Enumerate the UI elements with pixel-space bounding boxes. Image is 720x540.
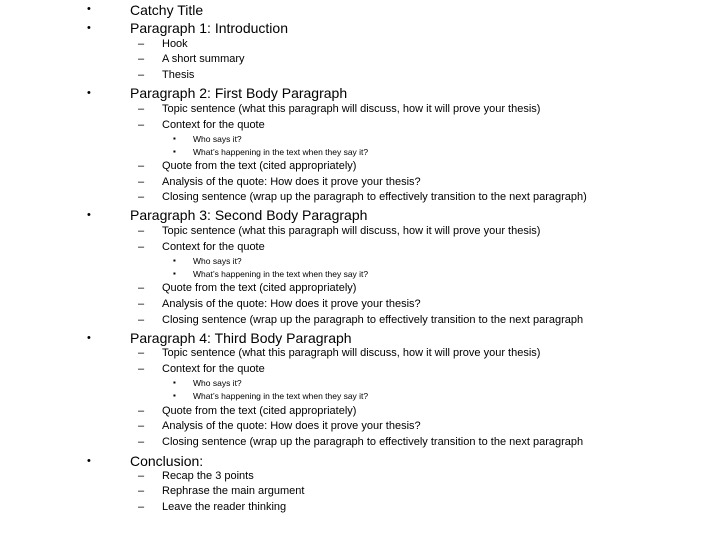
- p1-hook: Hook: [162, 38, 188, 50]
- p3-context: Context for the quote: [162, 241, 265, 253]
- p2-context: Context for the quote: [162, 119, 265, 131]
- p3-analysis: Analysis of the quote: How does it prove your thesis?: [162, 298, 421, 310]
- p1-thesis: Thesis: [162, 69, 195, 81]
- dash-marker: –: [138, 119, 145, 131]
- p4-who: Who says it?: [193, 378, 242, 388]
- dash-marker: –: [138, 176, 145, 188]
- dash-marker: –: [138, 347, 145, 359]
- bullet-marker: •: [87, 332, 91, 344]
- conclusion-leave: Leave the reader thinking: [162, 501, 287, 513]
- dash-marker: –: [138, 363, 145, 375]
- dash-marker: –: [138, 69, 145, 81]
- p3-topic: Topic sentence (what this paragraph will discuss, how it will prove your thesis): [162, 225, 541, 237]
- dash-marker: –: [138, 282, 145, 294]
- dash-marker: –: [138, 485, 145, 497]
- p2-what: What’s happening in the text when they say it?: [193, 147, 369, 157]
- bullet-marker: •: [87, 87, 91, 99]
- dash-marker: –: [138, 103, 145, 115]
- p2-heading: Paragraph 2: First Body Paragraph: [130, 85, 348, 101]
- dash-marker: –: [138, 420, 145, 432]
- square-marker: ▪: [173, 147, 176, 156]
- dash-marker: –: [138, 405, 145, 417]
- bullet-marker: •: [87, 209, 91, 221]
- square-marker: ▪: [173, 256, 176, 265]
- p2-who: Who says it?: [193, 134, 242, 144]
- dash-marker: –: [138, 298, 145, 310]
- outline-title-item: Catchy Title: [130, 2, 204, 18]
- p1-summary: A short summary: [162, 53, 245, 65]
- dash-marker: –: [138, 470, 145, 482]
- p4-closing: Closing sentence (wrap up the paragraph to effectively transition to the next paragraph: [162, 436, 584, 448]
- p4-quote: Quote from the text (cited appropriately): [162, 405, 357, 417]
- p2-quote: Quote from the text (cited appropriately): [162, 160, 357, 172]
- dash-marker: –: [138, 241, 145, 253]
- square-marker: ▪: [173, 134, 176, 143]
- bullet-marker: •: [87, 455, 91, 467]
- p3-what: What’s happening in the text when they say it?: [193, 269, 369, 279]
- square-marker: ▪: [173, 391, 176, 400]
- p2-topic: Topic sentence (what this paragraph will discuss, how it will prove your thesis): [162, 103, 541, 115]
- dash-marker: –: [138, 53, 145, 65]
- dash-marker: –: [138, 314, 145, 326]
- dash-marker: –: [138, 160, 145, 172]
- dash-marker: –: [138, 501, 145, 513]
- dash-marker: –: [138, 225, 145, 237]
- bullet-marker: •: [87, 22, 91, 34]
- p3-closing: Closing sentence (wrap up the paragraph to effectively transition to the next paragraph: [162, 314, 584, 326]
- dash-marker: –: [138, 38, 145, 50]
- bullet-marker: •: [87, 3, 91, 15]
- p4-heading: Paragraph 4: Third Body Paragraph: [130, 330, 352, 346]
- p4-topic: Topic sentence (what this paragraph will discuss, how it will prove your thesis): [162, 347, 541, 359]
- dash-marker: –: [138, 436, 145, 448]
- dash-marker: –: [138, 191, 145, 203]
- square-marker: ▪: [173, 378, 176, 387]
- conclusion-rephrase: Rephrase the main argument: [162, 485, 305, 497]
- conclusion-heading: Conclusion:: [130, 453, 204, 469]
- square-marker: ▪: [173, 269, 176, 278]
- p4-context: Context for the quote: [162, 363, 265, 375]
- p3-heading: Paragraph 3: Second Body Paragraph: [130, 207, 368, 223]
- conclusion-recap: Recap the 3 points: [162, 470, 254, 482]
- p4-analysis: Analysis of the quote: How does it prove your thesis?: [162, 420, 421, 432]
- p1-heading: Paragraph 1: Introduction: [130, 20, 288, 36]
- p2-closing: Closing sentence (wrap up the paragraph to effectively transition to the next paragraph): [162, 191, 587, 203]
- p3-quote: Quote from the text (cited appropriately): [162, 282, 357, 294]
- p2-analysis: Analysis of the quote: How does it prove your thesis?: [162, 176, 421, 188]
- p4-what: What’s happening in the text when they say it?: [193, 391, 369, 401]
- p3-who: Who says it?: [193, 256, 242, 266]
